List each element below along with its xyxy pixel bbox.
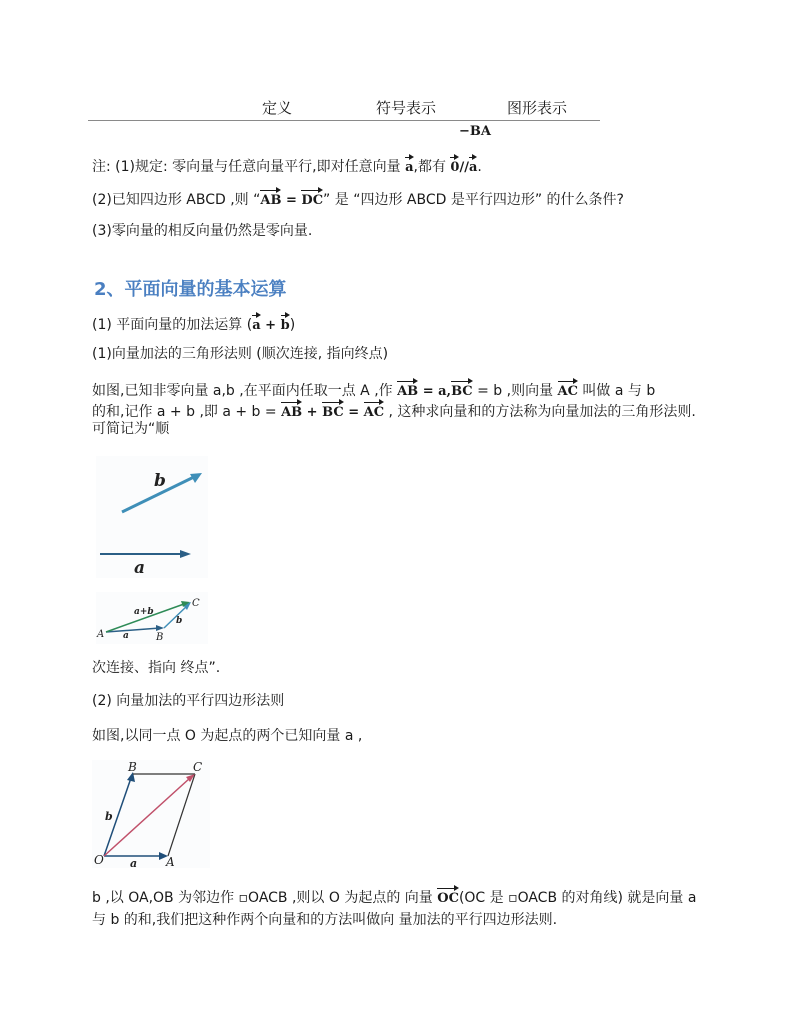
note2-vec-dc: DC (301, 188, 323, 210)
note-line-3: (3)零向量的相反向量仍然是零向量. (92, 223, 313, 239)
triangle-label-B: B (156, 632, 164, 643)
tri2-vec-ab: AB (281, 400, 302, 422)
tri2-text-a: 的和,记作 a + b ,即 a + b = (92, 404, 282, 420)
note1-vec-a: a (405, 155, 413, 177)
note1-text-a: 注: (1)规定: 零向量与任意向量平行,即对任意向量 (92, 159, 406, 175)
tri1-vec-bc: BC (451, 379, 473, 401)
label-a: a (134, 558, 146, 578)
figure-triangle-rule (96, 592, 208, 644)
tri2-eq: = (343, 405, 364, 420)
note-line-1 (92, 155, 482, 177)
table-header-definition: 定义 (262, 99, 293, 117)
tri2-plus: + (302, 405, 323, 420)
parallelogram-label-A: A (166, 855, 175, 868)
triangle-label-b: b (176, 616, 183, 626)
parallelogram-label-a: a (130, 857, 138, 868)
tri1-vec-ac: AC (558, 379, 578, 401)
tri1-text-c: = b ,则向量 (472, 383, 558, 399)
table-header-symbol: 符号表示 (376, 99, 437, 117)
tri1-text-b: = a, (418, 384, 452, 399)
note1-text-b: ,都有 (413, 159, 451, 175)
sub1-text-b: ) (289, 317, 296, 333)
triangle-label-sum: a+b (134, 607, 154, 617)
note2-text-b: ” 是 “四边形 ABCD 是平行四边形” 的什么条件? (323, 192, 624, 208)
parallelogram-label-C: C (193, 760, 203, 774)
tri2-text-d: , 这种求向量和的方法称为向量加法的三角形法则. (384, 404, 696, 420)
subheading-triangle-rule: (1)向量加法的三角形法则 (顺次连接, 指向终点) (92, 346, 389, 362)
note1-text-d: . (477, 159, 482, 175)
note1-vec-a2: a (469, 155, 477, 177)
sub1-vec-a: a (252, 313, 260, 335)
triangle-para-line-3: 可简记为“顺 (92, 421, 170, 437)
parallelogram-label-O: O (94, 853, 104, 867)
table-rule (88, 120, 600, 121)
note1-vec-zero: 0 (450, 155, 459, 177)
triangle-label-A: A (97, 629, 105, 640)
tri1-text-d: 叫做 a 与 b (577, 383, 656, 399)
parallelogram-intro: 如图,以同一点 O 为起点的两个已知向量 a , (92, 728, 363, 744)
tri1-text-a: 如图,已知非零向量 a,b ,在平面内任取一点 A ,作 (92, 383, 398, 399)
parallelogram-label-b: b (105, 810, 113, 823)
table-cell-neg-ba: −BA (459, 124, 491, 139)
subheading-parallelogram-rule: (2) 向量加法的平行四边形法则 (92, 693, 285, 709)
parallelogram-para-line-1 (92, 886, 696, 908)
note2-eq: = (281, 193, 302, 208)
note1-parallel: // (459, 160, 469, 175)
para1-text-b: (OC 是 ▫OACB 的对角线) 就是向量 a (458, 890, 697, 906)
triangle-para-continuation: 次连接、指向 终点”. (92, 660, 221, 676)
subheading-addition (92, 313, 295, 335)
triangle-para-line-1 (92, 379, 655, 401)
note2-text-a: (2)已知四边形 ABCD ,则 “ (92, 192, 261, 208)
parallelogram-label-B: B (128, 760, 137, 774)
para1-text-a: b ,以 OA,OB 为邻边作 ▫OACB ,则以 O 为起点的 向量 (92, 890, 438, 906)
note2-vec-ab: AB (260, 188, 281, 210)
tri2-vec-ac: AC (364, 400, 384, 422)
section-heading: 2、平面向量的基本运算 (94, 279, 287, 300)
figure-parallelogram (92, 760, 210, 868)
tri1-vec-ab: AB (397, 379, 418, 401)
label-b: b (154, 471, 166, 491)
tri2-vec-bc: BC (322, 400, 344, 422)
sub1-text-a: (1) 平面向量的加法运算 ( (92, 317, 253, 333)
para1-vec-oc: OC (437, 886, 459, 908)
parallelogram-para-line-2: 与 b 的和,我们把这种作两个向量和的方法叫做向 量加法的平行四边形法则. (92, 912, 558, 928)
table-header-figure: 图形表示 (507, 99, 568, 117)
sub1-vec-b: b (281, 313, 290, 335)
sub1-plus: + (260, 318, 281, 333)
figure-vectors-a-b (96, 456, 208, 578)
triangle-label-a: a (123, 631, 129, 641)
note-line-2 (92, 188, 624, 210)
triangle-para-line-2 (92, 400, 696, 422)
triangle-label-C: C (192, 598, 200, 609)
